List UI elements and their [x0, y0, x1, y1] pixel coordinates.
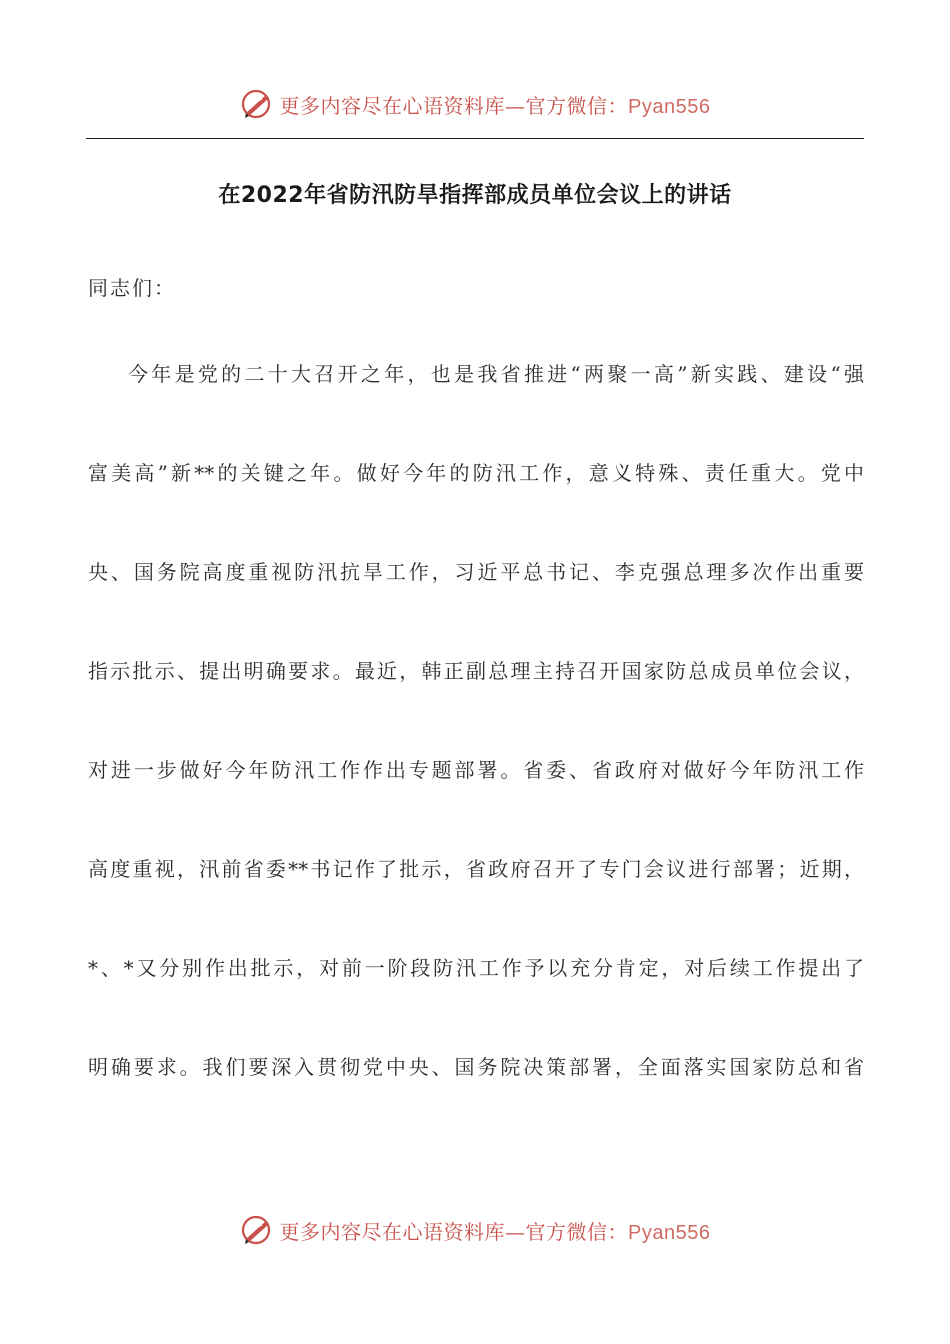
pen-logo-icon: [240, 1213, 274, 1247]
body-line: 今年是党的二十大召开之年，也是我省推进“两聚一高”新实践、建设“强: [128, 362, 864, 386]
footer-banner-text: 更多内容尽在心语资料库—官方微信：Pyan556: [279, 1219, 711, 1244]
body-line: 指示批示、提出明确要求。最近，韩正副总理主持召开国家防总成员单位会议，: [88, 659, 864, 683]
pen-logo-icon: [240, 87, 274, 121]
header-banner: [0, 84, 950, 124]
body-line: 高度重视，汛前省委**书记作了批示，省政府召开了专门会议进行部署；近期，: [88, 857, 864, 881]
salutation: 同志们：: [88, 276, 176, 300]
body-line: 明确要求。我们要深入贯彻党中央、国务院决策部署，全面落实国家防总和省: [88, 1055, 864, 1079]
header-divider: [86, 138, 864, 139]
body-line: 对进一步做好今年防汛工作作出专题部署。省委、省政府对做好今年防汛工作: [88, 758, 864, 782]
document-title: 在2022年省防汛防旱指挥部成员单位会议上的讲话: [218, 183, 732, 208]
body-line: 富美高”新**的关键之年。做好今年的防汛工作，意义特殊、责任重大。党中: [88, 461, 864, 485]
wechat-id: Pyan556: [628, 1221, 711, 1244]
body-line: *、*又分别作出批示，对前一阶段防汛工作予以充分肯定，对后续工作提出了: [88, 956, 864, 980]
footer-banner: [0, 1210, 950, 1250]
body-line: 央、国务院高度重视防汛抗旱工作，习近平总书记、李克强总理多次作出重要: [88, 560, 864, 584]
wechat-id: Pyan556: [628, 95, 711, 118]
header-banner-text: 更多内容尽在心语资料库—官方微信：Pyan556: [279, 93, 711, 118]
